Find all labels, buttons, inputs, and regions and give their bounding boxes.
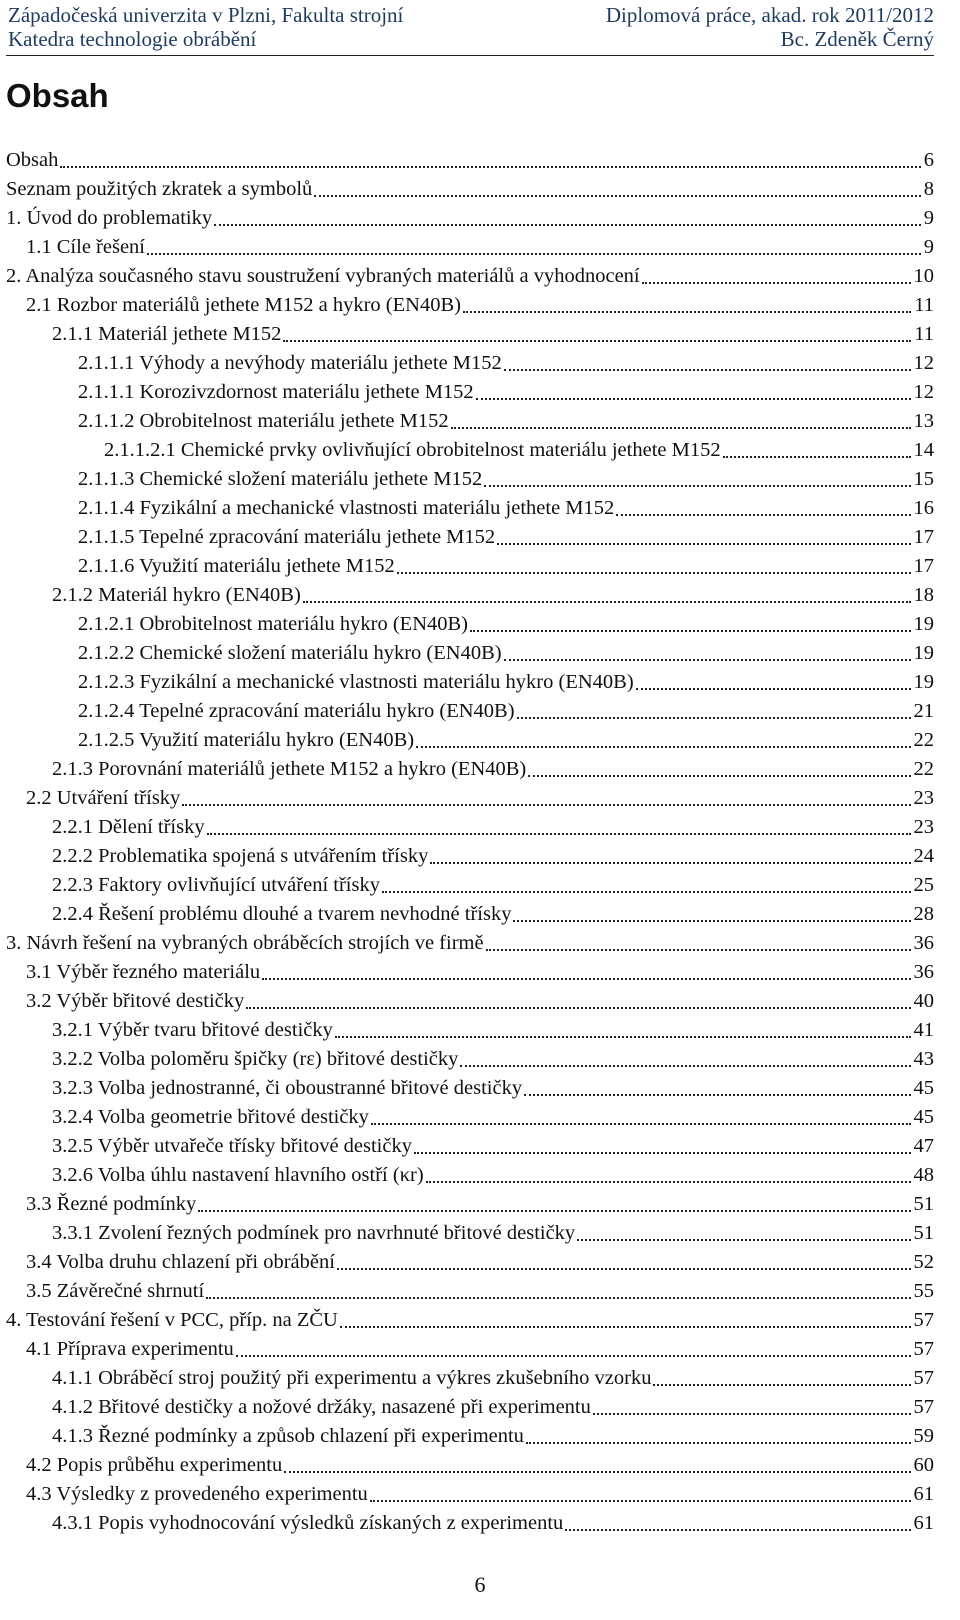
toc-leader-dots <box>198 1210 910 1212</box>
toc-entry-page: 10 <box>913 265 934 287</box>
toc-entry[interactable] <box>0 841 934 870</box>
toc-entry-page: 19 <box>913 671 934 693</box>
toc-entry-label: 2. Analýza současného stavu soustružení vybraných materiálů a vyhodnocení <box>6 265 640 287</box>
toc-leader-dots <box>314 195 920 197</box>
toc-entry-page: 36 <box>913 961 934 983</box>
toc-entry-page: 57 <box>913 1367 934 1389</box>
toc-entry-label: 3.2.5 Výběr utvařeče třísky břitové destičky <box>52 1135 412 1157</box>
toc-entry-label: 3.2.4 Volba geometrie břitové destičky <box>52 1106 369 1128</box>
toc-entry[interactable] <box>0 174 934 203</box>
toc-entry-label: 4.3.1 Popis vyhodnocování výsledků získaných z experimentu <box>52 1512 564 1534</box>
toc-entry-page: 47 <box>913 1135 934 1157</box>
toc-entry-label: 3.1 Výběr řezného materiálu <box>26 961 261 983</box>
toc-leader-dots <box>303 601 911 603</box>
toc-entry-label: Seznam použitých zkratek a symbolů <box>6 178 313 200</box>
header-divider <box>6 55 934 56</box>
toc-entry[interactable] <box>0 1450 934 1479</box>
toc-entry-label: 3.2 Výběr břitové destičky <box>26 990 245 1012</box>
toc-leader-dots <box>616 514 910 516</box>
toc-entry[interactable] <box>0 435 934 464</box>
toc-entry-label: 4.1.3 Řezné podmínky a způsob chlazení při experimentu <box>52 1425 524 1447</box>
toc-entry[interactable] <box>0 1247 934 1276</box>
toc-entry[interactable] <box>0 1102 934 1131</box>
toc-leader-dots <box>470 630 910 632</box>
toc-leader-dots <box>284 1471 910 1473</box>
toc-leader-dots <box>517 717 911 719</box>
toc-leader-dots <box>397 572 911 574</box>
toc-entry[interactable] <box>0 1508 934 1537</box>
toc-entry[interactable] <box>0 1015 934 1044</box>
toc-entry-page: 40 <box>913 990 934 1012</box>
toc-entry-label: 2.2 Utváření třísky <box>26 787 181 809</box>
toc-leader-dots <box>430 862 910 864</box>
toc-entry-label: 2.1.1 Materiál jethete M152 <box>52 323 282 345</box>
toc-entry-label: 2.2.2 Problematika spojená s utvářením třísky <box>52 845 429 867</box>
header-thesis: Diplomová práce, akad. rok 2011/2012 <box>605 3 934 27</box>
header-author: Bc. Zdeněk Černý <box>780 27 934 51</box>
toc-entry[interactable] <box>0 232 934 261</box>
toc-entry[interactable] <box>0 1363 934 1392</box>
toc-entry-page: 57 <box>913 1396 934 1418</box>
toc-entry[interactable] <box>0 812 934 841</box>
toc-entry-page: 57 <box>913 1309 934 1331</box>
toc-leader-dots <box>414 1152 911 1154</box>
toc-entry-label: 2.1.2 Materiál hykro (EN40B) <box>52 584 301 606</box>
toc-leader-dots <box>484 485 910 487</box>
toc-entry[interactable] <box>0 986 934 1015</box>
toc-leader-dots <box>370 1500 911 1502</box>
toc-leader-dots <box>426 1181 911 1183</box>
toc-entry-page: 15 <box>913 468 934 490</box>
toc-entry-label: 3.2.2 Volba poloměru špičky (rε) břitové destičky <box>52 1048 459 1070</box>
toc-entry[interactable] <box>0 957 934 986</box>
toc-entry-label: 2.2.3 Faktory ovlivňující utváření třísky <box>52 874 380 896</box>
toc-entry-label: 2.1.1.1 Výhody a nevýhody materiálu jethete M152 <box>78 352 502 374</box>
toc-entry-label: 2.2.4 Řešení problému dlouhé a tvarem nevhodné třísky <box>52 903 512 925</box>
toc-leader-dots <box>486 949 911 951</box>
toc-entry-page: 18 <box>913 584 934 606</box>
toc-leader-dots <box>416 746 910 748</box>
toc-entry-page: 16 <box>913 497 934 519</box>
header-university: Západočeská univerzita v Plzni, Fakulta strojní <box>8 3 404 27</box>
toc-entry[interactable] <box>0 377 934 406</box>
toc-entry-page: 51 <box>913 1193 934 1215</box>
toc-entry-label: 3.3 Řezné podmínky <box>26 1193 197 1215</box>
toc-entry-label: 3.2.6 Volba úhlu nastavení hlavního ostří (κr) <box>52 1164 424 1186</box>
toc-entry[interactable] <box>0 1131 934 1160</box>
toc-entry-page: 60 <box>913 1454 934 1476</box>
toc-entry[interactable] <box>0 1073 934 1102</box>
toc-entry-page: 22 <box>913 729 934 751</box>
toc-entry[interactable] <box>0 783 934 812</box>
toc-entry-label: 2.1.1.3 Chemické složení materiálu jethete M152 <box>78 468 483 490</box>
toc-leader-dots <box>371 1123 911 1125</box>
header-top-row <box>8 3 934 27</box>
toc-leader-dots <box>504 369 911 371</box>
toc-entry[interactable] <box>0 406 934 435</box>
toc-leader-dots <box>476 398 911 400</box>
toc-entry-page: 23 <box>913 787 934 809</box>
toc-entry[interactable] <box>0 1044 934 1073</box>
toc-entry-page: 22 <box>913 758 934 780</box>
toc-entry-page: 45 <box>913 1077 934 1099</box>
toc-entry-label: 3.2.3 Volba jednostranné, či oboustranné břitové destičky <box>52 1077 523 1099</box>
toc-entry-page: 8 <box>923 178 934 200</box>
toc-entry[interactable] <box>0 319 934 348</box>
toc-entry[interactable] <box>0 290 934 319</box>
toc-leader-dots <box>262 978 910 980</box>
toc-entry-label: 3.5 Závěrečné shrnutí <box>26 1280 205 1302</box>
toc-entry[interactable] <box>0 899 934 928</box>
toc-entry[interactable] <box>0 870 934 899</box>
toc-entry[interactable] <box>0 928 934 957</box>
toc-entry-page: 43 <box>913 1048 934 1070</box>
toc-entry-label: 4.1 Příprava experimentu <box>26 1338 234 1360</box>
toc-entry[interactable] <box>0 1392 934 1421</box>
toc-entry[interactable] <box>0 1160 934 1189</box>
toc-entry-label: 2.1.1.5 Tepelné zpracování materiálu jethete M152 <box>78 526 496 548</box>
toc-leader-dots <box>593 1413 911 1415</box>
toc-leader-dots <box>513 920 910 922</box>
toc-entry[interactable] <box>0 1421 934 1450</box>
toc-entry-label: 3. Návrh řešení na vybraných obráběcích strojích ve firmě <box>6 932 484 954</box>
toc-leader-dots <box>577 1239 910 1241</box>
toc-entry[interactable] <box>0 725 934 754</box>
toc-entry-page: 36 <box>913 932 934 954</box>
toc-entry-page: 14 <box>913 439 934 461</box>
header-bottom-row <box>8 27 934 51</box>
toc-entry[interactable] <box>0 203 934 232</box>
toc-leader-dots <box>382 891 911 893</box>
toc-entry-page: 61 <box>913 1512 934 1534</box>
toc-entry-label: 1.1 Cíle řešení <box>26 236 145 258</box>
toc-entry[interactable] <box>0 609 934 638</box>
toc-entry-page: 59 <box>913 1425 934 1447</box>
toc-entry-page: 21 <box>913 700 934 722</box>
toc-entry-label: 4.1.1 Obráběcí stroj použitý při experimentu a výkres zkušebního vzorku <box>52 1367 652 1389</box>
toc-leader-dots <box>460 1065 910 1067</box>
page-number: 6 <box>474 1572 486 1597</box>
toc-entry-label: 3.3.1 Zvolení řezných podmínek pro navrhnuté břitové destičky <box>52 1222 576 1244</box>
toc-entry-page: 25 <box>913 874 934 896</box>
toc-entry-page: 55 <box>913 1280 934 1302</box>
toc-entry[interactable] <box>0 522 934 551</box>
toc-leader-dots <box>214 224 921 226</box>
toc-entry[interactable] <box>0 464 934 493</box>
toc-entry[interactable] <box>0 667 934 696</box>
toc-entry-page: 45 <box>913 1106 934 1128</box>
header-department: Katedra technologie obrábění <box>8 27 257 51</box>
toc-entry[interactable] <box>0 754 934 783</box>
toc-entry-label: 2.1 Rozbor materiálů jethete M152 a hykro (EN40B) <box>26 294 461 316</box>
toc-entry-label: 4.1.2 Břitové destičky a nožové držáky, nasazené při experimentu <box>52 1396 591 1418</box>
toc-leader-dots <box>206 1297 910 1299</box>
toc-entry-label: 3.2.1 Výběr tvaru břitové destičky <box>52 1019 333 1041</box>
toc-leader-dots <box>147 253 921 255</box>
toc-leader-dots <box>526 1442 911 1444</box>
toc-leader-dots <box>723 456 911 458</box>
toc-entry-page: 17 <box>913 526 934 548</box>
toc-entry-page: 23 <box>913 816 934 838</box>
toc-leader-dots <box>283 340 911 342</box>
toc-entry[interactable] <box>0 261 934 290</box>
toc-entry-page: 9 <box>923 207 934 229</box>
toc-leader-dots <box>528 775 910 777</box>
toc-leader-dots <box>335 1036 911 1038</box>
toc-leader-dots <box>504 659 911 661</box>
toc-leader-dots <box>60 166 920 168</box>
toc-leader-dots <box>524 1094 910 1096</box>
toc-leader-dots <box>653 1384 910 1386</box>
toc-leader-dots <box>636 688 911 690</box>
toc-entry-page: 41 <box>913 1019 934 1041</box>
toc-entry-page: 28 <box>913 903 934 925</box>
toc-entry-page: 11 <box>914 323 934 345</box>
toc-entry-page: 6 <box>923 149 934 171</box>
toc-entry-label: 2.1.3 Porovnání materiálů jethete M152 a hykro (EN40B) <box>52 758 527 780</box>
toc-leader-dots <box>246 1007 910 1009</box>
toc-entry[interactable] <box>0 1218 934 1247</box>
toc-entry[interactable] <box>0 580 934 609</box>
toc-entry-label: 2.2.1 Dělení třísky <box>52 816 205 838</box>
toc-entry-page: 57 <box>913 1338 934 1360</box>
toc-entry-label: 2.1.1.6 Využití materiálu jethete M152 <box>78 555 395 577</box>
toc-entry-label: 3.4 Volba druhu chlazení při obrábění <box>26 1251 335 1273</box>
toc-leader-dots <box>451 427 911 429</box>
toc-entry-label: 2.1.1.2.1 Chemické prvky ovlivňující obrobitelnost materiálu jethete M152 <box>104 439 721 461</box>
toc-entry[interactable] <box>0 696 934 725</box>
toc-entry[interactable] <box>0 1305 934 1334</box>
toc-entry[interactable] <box>0 551 934 580</box>
toc-entry-page: 12 <box>913 352 934 374</box>
toc-entry[interactable] <box>0 1189 934 1218</box>
toc-entry-page: 52 <box>913 1251 934 1273</box>
toc-entry-label: Obsah <box>6 149 59 171</box>
toc-entry[interactable] <box>0 1276 934 1305</box>
toc-entry-page: 24 <box>913 845 934 867</box>
page-title: Obsah <box>6 77 109 114</box>
toc-leader-dots <box>207 833 911 835</box>
toc-entry-page: 17 <box>913 555 934 577</box>
toc-entry-label: 4. Testování řešení v PCC, příp. na ZČU <box>6 1309 338 1331</box>
toc-entry-label: 2.1.1.4 Fyzikální a mechanické vlastnosti materiálu jethete M152 <box>78 497 615 519</box>
toc-entry-label: 2.1.2.3 Fyzikální a mechanické vlastnosti materiálu hykro (EN40B) <box>78 671 634 693</box>
toc-entry[interactable] <box>0 1334 934 1363</box>
toc-entry[interactable] <box>0 348 934 377</box>
toc-leader-dots <box>642 282 911 284</box>
toc-entry-label: 2.1.2.2 Chemické složení materiálu hykro (EN40B) <box>78 642 502 664</box>
toc-entry-page: 11 <box>914 294 934 316</box>
toc-entry-page: 51 <box>913 1222 934 1244</box>
toc-entry-page: 9 <box>923 236 934 258</box>
toc-leader-dots <box>236 1355 911 1357</box>
toc-leader-dots <box>182 804 910 806</box>
toc-leader-dots <box>463 311 911 313</box>
toc-entry-label: 4.3 Výsledky z provedeného experimentu <box>26 1483 368 1505</box>
toc-entry-page: 13 <box>913 410 934 432</box>
toc-entry[interactable] <box>0 145 934 174</box>
toc-entry-label: 1. Úvod do problematiky <box>6 207 213 229</box>
toc-entry[interactable] <box>0 638 934 667</box>
toc-entry-page: 48 <box>913 1164 934 1186</box>
toc-entry-label: 2.1.2.1 Obrobitelnost materiálu hykro (EN40B) <box>78 613 469 635</box>
toc-entry-label: 2.1.1.2 Obrobitelnost materiálu jethete M152 <box>78 410 449 432</box>
toc-entry[interactable] <box>0 1479 934 1508</box>
toc-entry-label: 4.2 Popis průběhu experimentu <box>26 1454 283 1476</box>
toc-leader-dots <box>337 1268 911 1270</box>
toc-leader-dots <box>340 1326 911 1328</box>
toc-entry-page: 12 <box>913 381 934 403</box>
toc-entry-label: 2.1.2.5 Využití materiálu hykro (EN40B) <box>78 729 415 751</box>
toc-leader-dots <box>497 543 910 545</box>
toc-entry[interactable] <box>0 493 934 522</box>
toc-entry-label: 2.1.1.1 Korozivzdornost materiálu jethete M152 <box>78 381 474 403</box>
toc-entry-page: 19 <box>913 613 934 635</box>
toc-leader-dots <box>565 1529 910 1531</box>
toc-entry-label: 2.1.2.4 Tepelné zpracování materiálu hykro (EN40B) <box>78 700 515 722</box>
toc-entry-page: 61 <box>913 1483 934 1505</box>
toc-entry-page: 19 <box>913 642 934 664</box>
